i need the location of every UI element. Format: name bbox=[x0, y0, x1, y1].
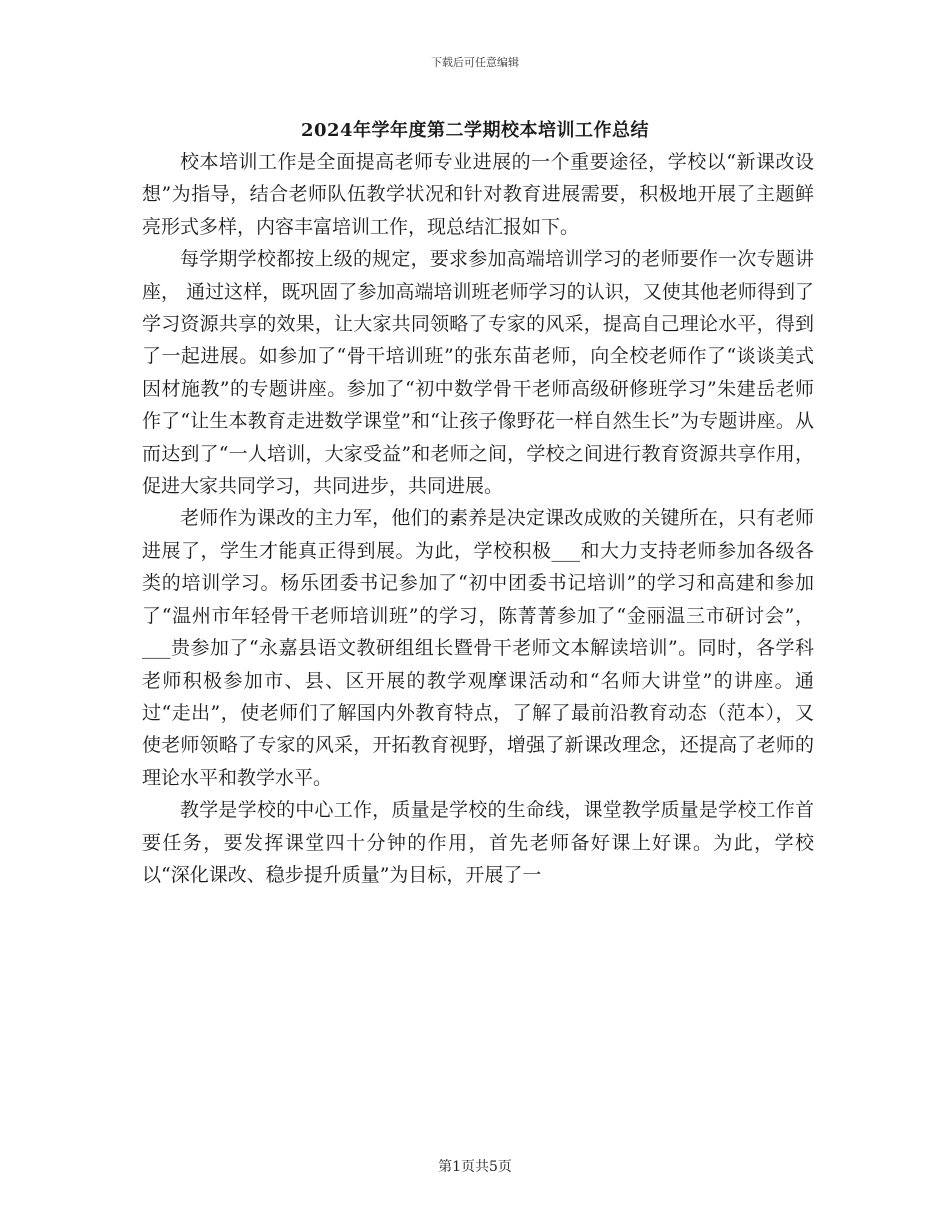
paragraph: 老师作为课改的主力军，他们的素养是决定课改成败的关键所在，只有老师进展了，学生才能真正得到展。为此，学校积极___和大力支持老师参加各级各类的培训学习。杨乐团委书记参加了“初中团委书记培训”的学习和高建和参加了“温州市年轻骨干老师培训班”的学习，陈菁菁参加了“金丽温三市研讨会”，___贵参加了“永嘉县语文教研组组长暨骨干老师文本解读培训”。同时，各学科老师积极参加市、县、区开展的教学观摩课活动和“名师大讲堂”的讲座。通过“走出”，使老师们了解国内外教育特点，了解了最前沿教育动态（范本），又使老师领略了专家的风采，开拓教育视野，增强了新课改理念，还提高了老师的理论水平和教学水平。 bbox=[142, 507, 814, 789]
header-note: 下载后可任意编辑 bbox=[431, 56, 519, 69]
document-title: 2024年学年度第二学期校本培训工作总结 bbox=[300, 120, 650, 141]
paragraph: 校本培训工作是全面提高老师专业进展的一个重要途径，学校以“新课改设想”为指导，结合老师队伍教学状况和针对教育进展需要，积极地开展了主题鲜亮形式多样，内容丰富培训工作，现总结汇报如下。 bbox=[142, 151, 814, 238]
document-body bbox=[142, 146, 814, 891]
page-footer: 第1页共5页 bbox=[438, 1159, 512, 1175]
paragraph: 教学是学校的中心工作，质量是学校的生命线，课堂教学质量是学校工作首要任务，要发挥课堂四十分钟的作用，首先老师备好课上好课。为此，学校以“深化课改、稳步提升质量”为目标，开展了一 bbox=[142, 799, 814, 886]
paragraph: 每学期学校都按上级的规定，要求参加高端培训学习的老师要作一次专题讲座， 通过这样，既巩固了参加高端培训班老师学习的认识，又使其他老师得到了学习资源共享的效果，让大家共同领略了专家的风采，提高自己理论水平，得到了一起进展。如参加了“骨干培训班”的张东苗老师，向全校老师作了“谈谈美式因材施教”的专题讲座。参加了“初中数学骨干老师高级研修班学习”朱建岳老师作了“让生本教育走进数学课堂”和“让孩子像野花一样自然生长”为专题讲座。从而达到了“一人培训，大家受益”和老师之间，学校之间进行教育资源共享作用，促进大家共同学习，共同进步，共同进展。 bbox=[142, 248, 814, 498]
